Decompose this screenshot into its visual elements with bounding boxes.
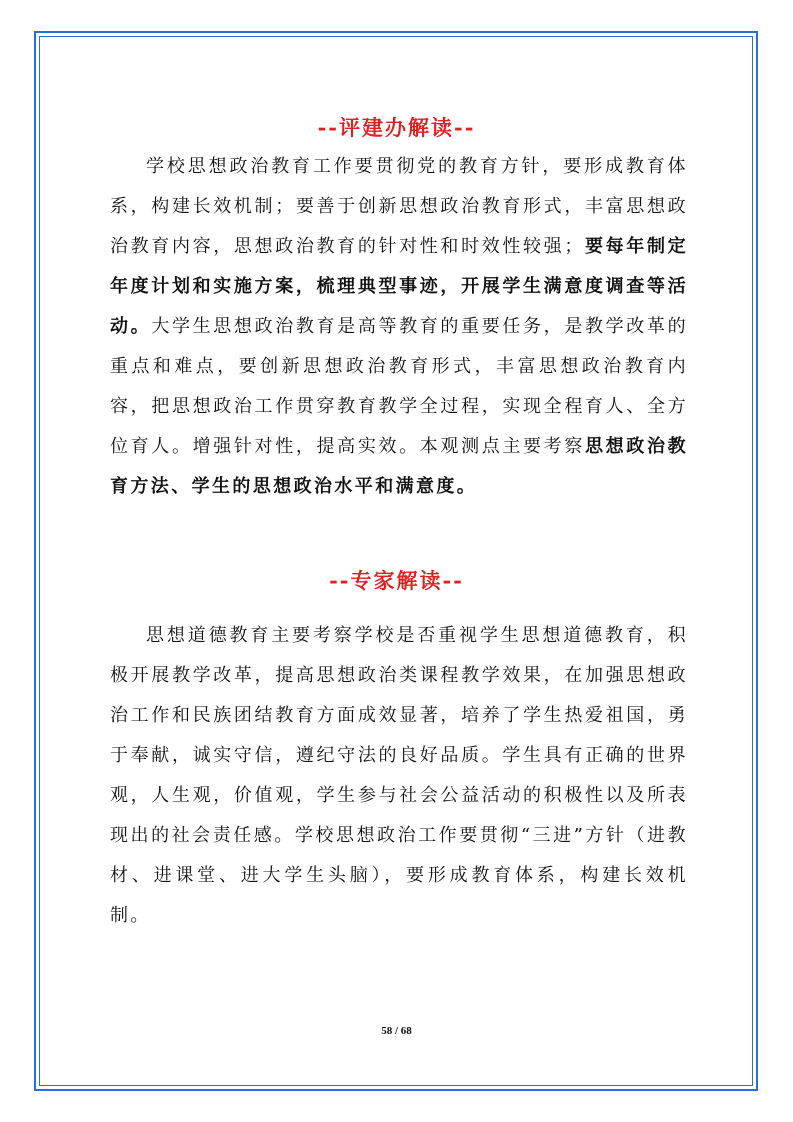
body-text-bold: 思想政治教育方法、学生的思想政治水平和满意度。 (110, 436, 689, 497)
body-text-bold: 要每年制定年度计划和实施方案，梳理典型事迹，开展学生满意度调查等活动。 (110, 236, 689, 337)
body-text: 大学生思想政治教育是高等教育的重要任务，是教学改革的重点和难点，要创新思想政治教育形式，丰富思想政治教育内容，把思想政治工作贯穿教育教学全过程，实现全程育人、全方位育人。增强针对性，提高实效。本观测点主要考察 (110, 316, 688, 457)
body-text: 学校思想政治教育工作要贯彻党的教育方针，要形成教育体系，构建长效机制；要善于创新思想政治教育形式，丰富思想政治教育内容，思想政治教育的针对性和时效性较强； (110, 156, 688, 257)
section-title-committee: --评建办解读-- (317, 115, 476, 140)
page-number: 58 / 68 (381, 1025, 412, 1037)
section-body-expert: 思想道德教育主要考察学校是否重视学生思想道德教育，积极开展教学改革，提高思想政治类课程教学效果，在加强思想政治工作和民族团结教育方面成效显著，培养了学生热爱祖国，勇于奉献，诚实守信，遵纪守法的良好品质。学生具有正确的世界观，人生观，价值观，学生参与社会公益活动的积极性以及所表现出的社会责任感。学校思想政治工作要贯彻“三进”方针（进教材、进课堂、进大学生头脑），要形成教育体系，构建长效机制。 (110, 625, 688, 926)
section-title-expert: --专家解读-- (329, 568, 464, 593)
section-body-committee (110, 147, 688, 507)
